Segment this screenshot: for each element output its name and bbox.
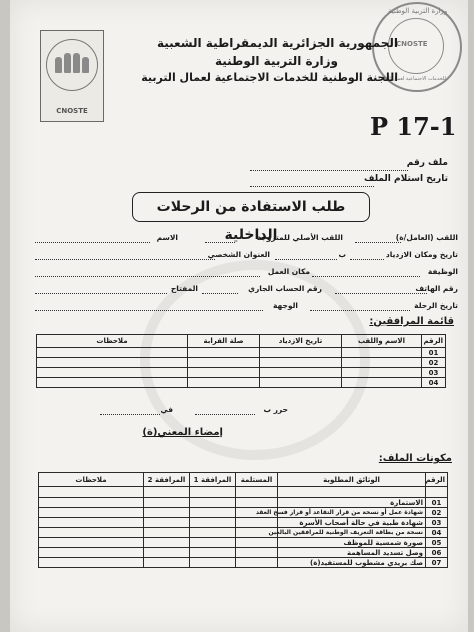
form-title: طلب الاستفادة من الرحلات الداخلية [132, 192, 370, 222]
birth-place-label: ب [338, 250, 346, 259]
surname-field[interactable] [355, 242, 401, 243]
workplace-label: مكان العمل [267, 267, 310, 276]
phone-label: رقم الهاتف [415, 284, 458, 293]
header-ministry: وزارة التربية الوطنية [214, 54, 338, 68]
cnoste-logo [40, 30, 104, 122]
col-notes: ملاحظات [39, 473, 144, 487]
table-row [39, 487, 448, 498]
col-relationship: صلة القرابة [188, 335, 260, 348]
file-contents-table [38, 472, 448, 568]
workplace-field[interactable] [35, 276, 260, 277]
maiden-name-label: اللقب الأصلي للمتزوجة [256, 233, 343, 242]
trip-date-label: تاريخ الرحلة [414, 301, 458, 310]
written-on-field[interactable] [100, 414, 160, 415]
form-page [10, 0, 468, 632]
first-name-field[interactable] [35, 242, 150, 243]
address-label: العنوان الشخصي [207, 250, 270, 259]
table-row: 07 صك بريدي مشطوب للمستفيد(ة) [39, 558, 448, 568]
table-row: 02 شهادة عمل أو نسخة من قرار التقاعد أو قرار فسخ العقد [39, 508, 448, 518]
file-number-label: ملف رقم [406, 158, 448, 168]
table-row: 01 الاستمارة [39, 498, 448, 508]
signature-label: إمضاء المعني(ة) [142, 427, 223, 438]
first-name-label: الاسم [156, 233, 178, 242]
table-row: 01 [37, 348, 446, 358]
destination-field[interactable] [35, 310, 263, 311]
account-field[interactable] [202, 293, 238, 294]
col-companion-2: المرافقة 2 [144, 473, 190, 487]
col-number: الرقم [426, 473, 448, 487]
stamp-center-text: CNOSTE [396, 40, 428, 48]
col-received: المستلمة [236, 473, 278, 487]
phone-field[interactable] [335, 293, 427, 294]
header-committee: اللجنة الوطنية للخدمات الاجتماعية لعمال التربية [141, 71, 398, 84]
table-row: 04 نسخة من بطاقة التعريف الوطنية للمرافقين البالغين [39, 528, 448, 538]
col-companion-1: المرافقة 1 [190, 473, 236, 487]
logo-caption: CNOSTE [56, 107, 88, 115]
col-number: الرقم [422, 335, 446, 348]
stamp-bottom-text: للخدمات الاجتماعية لعمال التربية [378, 76, 446, 82]
address-field[interactable] [35, 259, 215, 260]
maiden-name-field[interactable] [205, 242, 235, 243]
stamp-top-text: وزارة التربية الوطنية [388, 7, 448, 15]
file-contents-heading: مكونات الملف: [378, 453, 452, 464]
table-row: 06 وصل تسديد المساهمة [39, 548, 448, 558]
col-full-name: الاسم واللقب [342, 335, 422, 348]
logo-emblem-icon [46, 39, 98, 91]
job-label: الوظيفة [427, 267, 458, 276]
surname-label: اللقب (العامل/ة) [395, 233, 458, 242]
written-at-label: حرر ب [263, 405, 288, 414]
col-notes: ملاحظات [37, 335, 188, 348]
header-republic: الجمهورية الجزائرية الديمقراطية الشعبية [156, 36, 398, 50]
destination-label: الوجهة [273, 301, 298, 310]
col-birth-date: تاريخ الازدياد [260, 335, 342, 348]
job-field[interactable] [312, 276, 420, 277]
companions-table [36, 334, 446, 388]
birth-date-field[interactable] [350, 259, 384, 260]
table-row: 05 صورة شمسية للموظف [39, 538, 448, 548]
key-field[interactable] [35, 293, 167, 294]
date-on-label: في [160, 405, 173, 414]
table-row: 03 شهادة طبية في حالة أصحاب الأسرة [39, 518, 448, 528]
table-row: 02 [37, 358, 446, 368]
trip-date-field[interactable] [310, 310, 410, 311]
birth-place-field[interactable] [275, 259, 337, 260]
form-code: P 17-1 [370, 112, 457, 141]
account-label: رقم الحساب الجاري [248, 284, 322, 293]
written-at-field[interactable] [195, 414, 255, 415]
table-row: 03 [37, 368, 446, 378]
companions-heading: قائمة المرافقين: [369, 316, 454, 327]
col-required-docs: الوثائق المطلوبة [278, 473, 426, 487]
receipt-date-label: تاريخ استلام الملف [363, 174, 448, 184]
birth-label: تاريخ ومكان الازدياد [385, 250, 458, 259]
key-label: المفتاح [170, 284, 198, 293]
table-row: 04 [37, 378, 446, 388]
